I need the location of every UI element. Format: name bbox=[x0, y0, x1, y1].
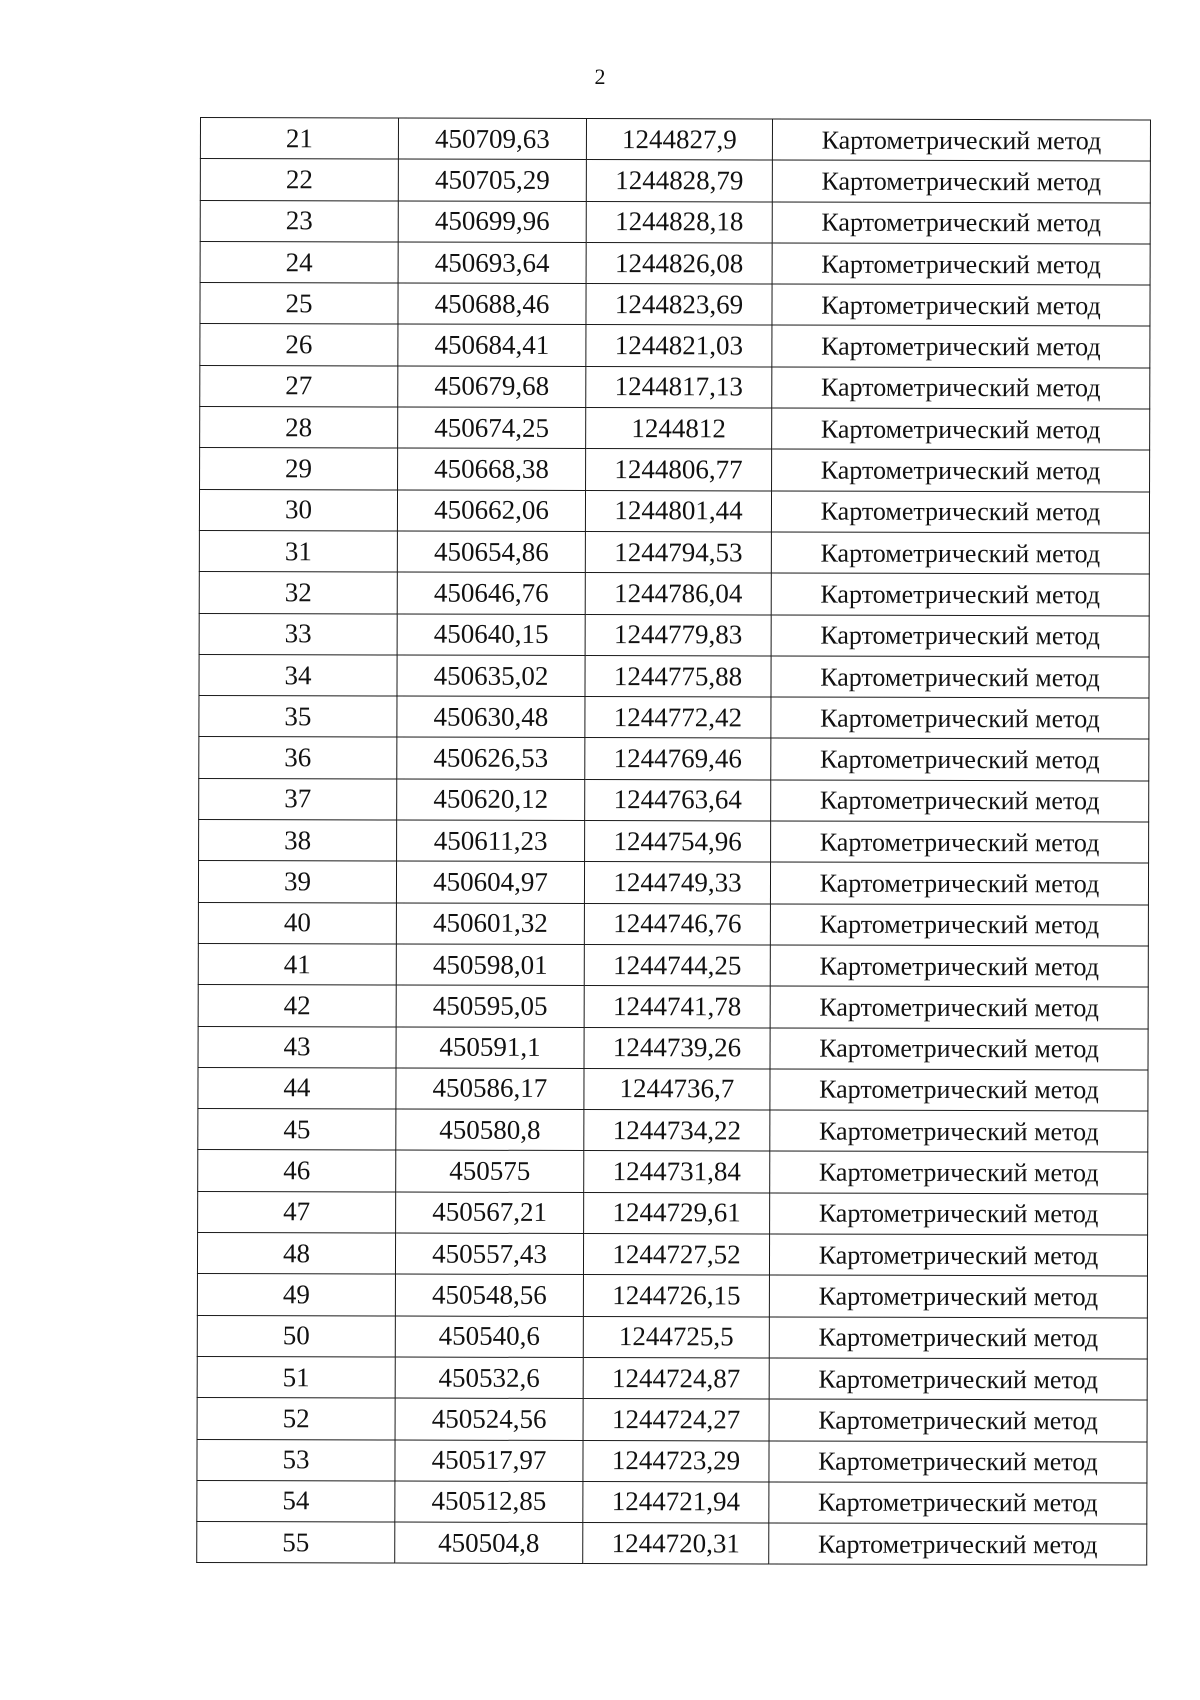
x-coordinate-cell: 450586,17 bbox=[396, 1068, 584, 1110]
table-row bbox=[198, 1067, 1148, 1111]
y-coordinate-cell: 1244723,29 bbox=[583, 1440, 769, 1482]
x-coordinate-cell: 450591,1 bbox=[396, 1027, 584, 1069]
y-coordinate-cell: 1244739,26 bbox=[584, 1027, 770, 1069]
table-row bbox=[199, 489, 1149, 533]
point-number-cell: 24 bbox=[200, 241, 398, 283]
table-row bbox=[197, 1398, 1147, 1442]
point-number-cell: 42 bbox=[198, 985, 396, 1027]
table-row bbox=[200, 283, 1150, 327]
x-coordinate-cell: 450620,12 bbox=[397, 779, 585, 821]
point-number-cell: 51 bbox=[197, 1356, 395, 1398]
x-coordinate-cell: 450512,85 bbox=[395, 1481, 583, 1523]
point-number-cell: 50 bbox=[197, 1315, 395, 1357]
method-cell: Картометрический метод bbox=[772, 243, 1150, 285]
table-row bbox=[198, 1150, 1148, 1194]
point-number-cell: 31 bbox=[199, 530, 397, 572]
x-coordinate-cell: 450679,68 bbox=[398, 366, 586, 408]
x-coordinate-cell: 450548,56 bbox=[395, 1274, 583, 1316]
point-number-cell: 26 bbox=[200, 324, 398, 366]
x-coordinate-cell: 450580,8 bbox=[396, 1109, 584, 1151]
method-cell: Картометрический метод bbox=[772, 202, 1150, 244]
method-cell: Картометрический метод bbox=[771, 656, 1149, 698]
table-row bbox=[197, 1522, 1147, 1566]
method-cell: Картометрический метод bbox=[770, 1151, 1148, 1193]
point-number-cell: 37 bbox=[199, 778, 397, 820]
x-coordinate-cell: 450595,05 bbox=[396, 985, 584, 1027]
table-row bbox=[200, 407, 1150, 451]
y-coordinate-cell: 1244749,33 bbox=[584, 862, 770, 904]
x-coordinate-cell: 450604,97 bbox=[396, 861, 584, 903]
table-row bbox=[200, 118, 1150, 162]
point-number-cell: 34 bbox=[199, 654, 397, 696]
y-coordinate-cell: 1244821,03 bbox=[586, 325, 772, 367]
y-coordinate-cell: 1244772,42 bbox=[585, 697, 771, 739]
table-row bbox=[199, 572, 1149, 616]
method-cell: Картометрический метод bbox=[770, 862, 1148, 904]
y-coordinate-cell: 1244812 bbox=[586, 408, 772, 450]
y-coordinate-cell: 1244823,69 bbox=[586, 284, 772, 326]
method-cell: Картометрический метод bbox=[772, 449, 1150, 491]
x-coordinate-cell: 450693,64 bbox=[398, 242, 586, 284]
x-coordinate-cell: 450598,01 bbox=[396, 944, 584, 986]
x-coordinate-cell: 450504,8 bbox=[395, 1522, 583, 1564]
point-number-cell: 22 bbox=[200, 159, 398, 201]
y-coordinate-cell: 1244827,9 bbox=[586, 119, 772, 161]
method-cell: Картометрический метод bbox=[769, 1234, 1147, 1276]
method-cell: Картометрический метод bbox=[772, 367, 1150, 409]
point-number-cell: 52 bbox=[197, 1398, 395, 1440]
point-number-cell: 48 bbox=[197, 1233, 395, 1275]
x-coordinate-cell: 450640,15 bbox=[397, 614, 585, 656]
y-coordinate-cell: 1244817,13 bbox=[586, 366, 772, 408]
x-coordinate-cell: 450654,86 bbox=[397, 531, 585, 573]
method-cell: Картометрический метод bbox=[772, 408, 1150, 450]
point-number-cell: 55 bbox=[197, 1522, 395, 1564]
method-cell: Картометрический метод bbox=[772, 325, 1150, 367]
method-cell: Картометрический метод bbox=[771, 738, 1149, 780]
table-row bbox=[199, 820, 1149, 864]
y-coordinate-cell: 1244725,5 bbox=[583, 1316, 769, 1358]
point-number-cell: 36 bbox=[199, 737, 397, 779]
table-row bbox=[198, 861, 1148, 905]
table-row bbox=[199, 613, 1149, 657]
method-cell: Картометрический метод bbox=[772, 160, 1150, 202]
x-coordinate-cell: 450699,96 bbox=[398, 201, 586, 243]
method-cell: Картометрический метод bbox=[769, 1440, 1147, 1482]
point-number-cell: 38 bbox=[199, 820, 397, 862]
method-cell: Картометрический метод bbox=[772, 119, 1150, 161]
point-number-cell: 35 bbox=[199, 696, 397, 738]
table-row bbox=[198, 1026, 1148, 1070]
method-cell: Картометрический метод bbox=[771, 780, 1149, 822]
point-number-cell: 30 bbox=[199, 489, 397, 531]
point-number-cell: 46 bbox=[198, 1150, 396, 1192]
table-row bbox=[198, 1191, 1148, 1235]
method-cell: Картометрический метод bbox=[769, 1358, 1147, 1400]
table-row bbox=[200, 159, 1150, 203]
y-coordinate-cell: 1244721,94 bbox=[583, 1481, 769, 1523]
table-row bbox=[200, 448, 1150, 492]
x-coordinate-cell: 450567,21 bbox=[396, 1192, 584, 1234]
y-coordinate-cell: 1244779,83 bbox=[585, 614, 771, 656]
point-number-cell: 49 bbox=[197, 1274, 395, 1316]
y-coordinate-cell: 1244724,87 bbox=[583, 1357, 769, 1399]
point-number-cell: 54 bbox=[197, 1480, 395, 1522]
method-cell: Картометрический метод bbox=[770, 1193, 1148, 1235]
point-number-cell: 33 bbox=[199, 613, 397, 655]
method-cell: Картометрический метод bbox=[769, 1523, 1147, 1565]
table-row bbox=[199, 778, 1149, 822]
y-coordinate-cell: 1244763,64 bbox=[585, 779, 771, 821]
page-number: 2 bbox=[594, 64, 606, 89]
method-cell: Картометрический метод bbox=[770, 986, 1148, 1028]
point-number-cell: 47 bbox=[198, 1191, 396, 1233]
table-row bbox=[197, 1356, 1147, 1400]
point-number-cell: 53 bbox=[197, 1439, 395, 1481]
method-cell: Картометрический метод bbox=[771, 697, 1149, 739]
table-row bbox=[200, 241, 1150, 285]
point-number-cell: 41 bbox=[198, 943, 396, 985]
point-number-cell: 23 bbox=[200, 200, 398, 242]
y-coordinate-cell: 1244741,78 bbox=[584, 986, 770, 1028]
table-row bbox=[200, 324, 1150, 368]
point-number-cell: 40 bbox=[198, 902, 396, 944]
method-cell: Картометрический метод bbox=[770, 1069, 1148, 1111]
y-coordinate-cell: 1244731,84 bbox=[584, 1151, 770, 1193]
y-coordinate-cell: 1244726,15 bbox=[583, 1275, 769, 1317]
table-row bbox=[199, 654, 1149, 698]
x-coordinate-cell: 450646,76 bbox=[397, 572, 585, 614]
x-coordinate-cell: 450674,25 bbox=[398, 407, 586, 449]
x-coordinate-cell: 450557,43 bbox=[395, 1233, 583, 1275]
x-coordinate-cell: 450517,97 bbox=[395, 1440, 583, 1482]
point-number-cell: 43 bbox=[198, 1026, 396, 1068]
point-number-cell: 21 bbox=[200, 118, 398, 160]
method-cell: Картометрический метод bbox=[769, 1317, 1147, 1359]
y-coordinate-cell: 1244769,46 bbox=[585, 738, 771, 780]
table-row bbox=[200, 365, 1150, 409]
y-coordinate-cell: 1244746,76 bbox=[584, 903, 770, 945]
method-cell: Картометрический метод bbox=[770, 904, 1148, 946]
y-coordinate-cell: 1244729,61 bbox=[584, 1192, 770, 1234]
method-cell: Картометрический метод bbox=[772, 284, 1150, 326]
method-cell: Картометрический метод bbox=[769, 1482, 1147, 1524]
table-row bbox=[200, 200, 1150, 244]
x-coordinate-cell: 450575 bbox=[396, 1150, 584, 1192]
table-row bbox=[197, 1315, 1147, 1359]
y-coordinate-cell: 1244720,31 bbox=[583, 1523, 769, 1565]
x-coordinate-cell: 450626,53 bbox=[397, 737, 585, 779]
method-cell: Картометрический метод bbox=[771, 573, 1149, 615]
x-coordinate-cell: 450705,29 bbox=[398, 159, 586, 201]
x-coordinate-cell: 450524,56 bbox=[395, 1398, 583, 1440]
table-row bbox=[199, 696, 1149, 740]
y-coordinate-cell: 1244736,7 bbox=[584, 1068, 770, 1110]
x-coordinate-cell: 450709,63 bbox=[398, 118, 586, 160]
x-coordinate-cell: 450611,23 bbox=[397, 820, 585, 862]
y-coordinate-cell: 1244754,96 bbox=[585, 821, 771, 863]
y-coordinate-cell: 1244724,27 bbox=[583, 1399, 769, 1441]
y-coordinate-cell: 1244806,77 bbox=[586, 449, 772, 491]
table-row bbox=[199, 737, 1149, 781]
table-row bbox=[197, 1439, 1147, 1483]
point-number-cell: 28 bbox=[200, 407, 398, 449]
point-number-cell: 29 bbox=[200, 448, 398, 490]
table-row bbox=[197, 1274, 1147, 1318]
y-coordinate-cell: 1244801,44 bbox=[585, 490, 771, 532]
method-cell: Картометрический метод bbox=[771, 532, 1149, 574]
x-coordinate-cell: 450630,48 bbox=[397, 696, 585, 738]
method-cell: Картометрический метод bbox=[770, 1110, 1148, 1152]
method-cell: Картометрический метод bbox=[770, 1028, 1148, 1070]
y-coordinate-cell: 1244786,04 bbox=[585, 573, 771, 615]
x-coordinate-cell: 450688,46 bbox=[398, 283, 586, 325]
table-row bbox=[198, 1109, 1148, 1153]
x-coordinate-cell: 450532,6 bbox=[395, 1357, 583, 1399]
method-cell: Картометрический метод bbox=[771, 615, 1149, 657]
y-coordinate-cell: 1244826,08 bbox=[586, 242, 772, 284]
x-coordinate-cell: 450601,32 bbox=[396, 903, 584, 945]
coordinates-table bbox=[196, 117, 1151, 1566]
table-row bbox=[197, 1480, 1147, 1524]
x-coordinate-cell: 450635,02 bbox=[397, 655, 585, 697]
method-cell: Картометрический метод bbox=[771, 821, 1149, 863]
y-coordinate-cell: 1244734,22 bbox=[584, 1110, 770, 1152]
point-number-cell: 44 bbox=[198, 1067, 396, 1109]
x-coordinate-cell: 450684,41 bbox=[398, 325, 586, 367]
point-number-cell: 27 bbox=[200, 365, 398, 407]
x-coordinate-cell: 450668,38 bbox=[398, 448, 586, 490]
point-number-cell: 39 bbox=[198, 861, 396, 903]
point-number-cell: 25 bbox=[200, 283, 398, 325]
x-coordinate-cell: 450540,6 bbox=[395, 1316, 583, 1358]
y-coordinate-cell: 1244775,88 bbox=[585, 655, 771, 697]
table-row bbox=[199, 530, 1149, 574]
coordinates-table-body bbox=[197, 118, 1151, 1566]
table-row bbox=[198, 943, 1148, 987]
method-cell: Картометрический метод bbox=[770, 945, 1148, 987]
x-coordinate-cell: 450662,06 bbox=[397, 490, 585, 532]
y-coordinate-cell: 1244828,18 bbox=[586, 201, 772, 243]
point-number-cell: 32 bbox=[199, 572, 397, 614]
table-row bbox=[198, 902, 1148, 946]
table-row bbox=[197, 1233, 1147, 1277]
method-cell: Картометрический метод bbox=[769, 1399, 1147, 1441]
method-cell: Картометрический метод bbox=[771, 491, 1149, 533]
y-coordinate-cell: 1244727,52 bbox=[583, 1234, 769, 1276]
table-row bbox=[198, 985, 1148, 1029]
method-cell: Картометрический метод bbox=[769, 1275, 1147, 1317]
point-number-cell: 45 bbox=[198, 1109, 396, 1151]
y-coordinate-cell: 1244828,79 bbox=[586, 160, 772, 202]
y-coordinate-cell: 1244794,53 bbox=[585, 531, 771, 573]
y-coordinate-cell: 1244744,25 bbox=[584, 944, 770, 986]
